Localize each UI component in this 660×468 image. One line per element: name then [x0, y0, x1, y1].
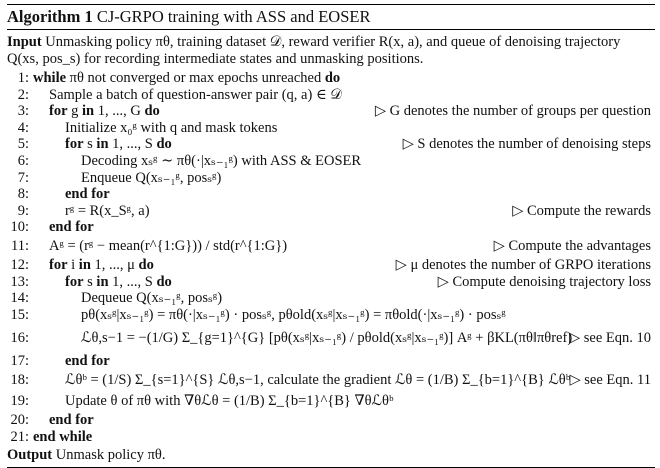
algorithm-title: CJ-GRPO training with ASS and EOSER [96, 7, 371, 26]
line-number: 5: [17, 136, 29, 153]
algorithm-line [7, 87, 655, 104]
line-code: ℒθᵇ = (1/S) Σ_{s=1}^{S} ℒθ,s−1, calculate the gradient ℒθ = (1/B) Σ_{b=1}^{B} ℒθᵇ [65, 371, 571, 388]
algorithm-line [7, 274, 655, 291]
output-statement [7, 445, 655, 464]
line-code: Initialize x₀ᵍ with q and mask tokens [65, 119, 278, 136]
line-number: 20: [10, 411, 29, 428]
algorithm-line [7, 370, 655, 391]
line-comment: ▷ Compute the rewards [512, 202, 651, 219]
line-number: 1: [17, 70, 29, 86]
algorithm-line [7, 70, 655, 87]
line-code: Update θ of πθ with ∇θℒθ = (1/B) Σ_{b=1}^{B} ∇θℒθᵇ [65, 392, 394, 409]
line-code: for i in 1, ..., μ do [49, 256, 154, 273]
line-code: Sample a batch of question-answer pair (q, a) ∈ 𝒟 [49, 86, 342, 103]
algorithm-line [7, 290, 655, 307]
line-comment: ▷ S denotes the number of denoising steps [402, 136, 651, 153]
line-number: 14: [10, 290, 29, 307]
output-keyword: Output [7, 447, 53, 464]
line-number: 12: [10, 256, 29, 273]
line-number: 2: [17, 86, 29, 103]
algorithm-line [7, 103, 655, 120]
input-keyword: Input [7, 34, 42, 50]
algorithm-line [7, 307, 655, 324]
line-code: end for [49, 219, 94, 236]
algorithm-line [7, 353, 655, 370]
algorithm-label: Algorithm 1 [7, 7, 93, 26]
line-code: end for [49, 411, 94, 428]
line-number: 9: [17, 202, 29, 219]
line-code: for s in 1, ..., S do [65, 136, 172, 153]
algorithm-line [7, 153, 655, 170]
line-code: for s in 1, ..., S do [65, 273, 172, 290]
line-code: rᵍ = R(x_Sᵍ, a) [65, 202, 150, 219]
algorithm-line [7, 219, 655, 236]
line-number: 8: [17, 186, 29, 203]
algorithm-line [7, 203, 655, 220]
line-comment: ▷ see Eqn. 11 [569, 371, 651, 388]
line-comment: ▷ μ denotes the number of GRPO iterations [395, 256, 651, 273]
line-number: 18: [10, 371, 29, 388]
line-comment: ▷ Compute denoising trajectory loss [437, 273, 651, 290]
line-code: end while [33, 428, 93, 445]
line-number: 13: [10, 273, 29, 290]
algorithm-line [7, 120, 655, 137]
line-code: for g in 1, ..., G do [49, 103, 160, 120]
algorithm-block [7, 4, 655, 468]
line-number: 4: [17, 119, 29, 136]
algorithm-line [7, 236, 655, 257]
line-code: Decoding xₛᵍ ∼ πθ(·|xₛ₋₁ᵍ) with ASS & EOSER [81, 152, 362, 169]
line-comment: ▷ Compute the advantages [493, 237, 651, 254]
algorithm-line [7, 412, 655, 429]
line-number: 21: [10, 428, 29, 445]
algorithm-body [7, 70, 655, 445]
algorithm-line [7, 429, 655, 446]
algorithm-line [7, 391, 655, 412]
line-number: 10: [10, 219, 29, 236]
line-code: end for [65, 353, 110, 370]
line-number: 3: [17, 103, 29, 120]
line-number: 15: [10, 306, 29, 323]
algorithm-line [7, 323, 655, 353]
line-comment: ▷ see Eqn. 10 [568, 330, 651, 347]
line-code: while πθ not converged or max epochs unreached do [33, 70, 341, 86]
line-number: 7: [17, 169, 29, 186]
algorithm-line [7, 257, 655, 274]
line-comment: ▷ G denotes the number of groups per question [374, 103, 651, 120]
line-code: Aᵍ = (rᵍ − mean(r^{1:G})) / std(r^{1:G}) [49, 237, 288, 254]
line-number: 17: [10, 353, 29, 370]
algorithm-line [7, 170, 655, 187]
line-code: pθ(xₛᵍ|xₛ₋₁ᵍ) = πθ(·|xₛ₋₁ᵍ) · posₛᵍ, pθold(xₛᵍ|xₛ₋₁ᵍ) = πθold(·|xₛ₋₁ᵍ) · posₛᵍ [81, 306, 506, 323]
line-number: 16: [10, 330, 29, 347]
algorithm-caption [7, 5, 655, 29]
input-text: Unmasking policy πθ, training dataset 𝒟, reward verifier R(x, a), and queue of denoising trajectory Q(xs, pos_s) for recording intermediate states and unmasking positions. [7, 34, 621, 67]
output-text: Unmask policy πθ. [55, 447, 166, 464]
input-statement [7, 30, 655, 70]
line-code: Enqueue Q(xₛ₋₁ᵍ, posₛᵍ) [81, 169, 222, 186]
line-number: 11: [11, 237, 29, 254]
line-code: Dequeue Q(xₛ₋₁ᵍ, posₛᵍ) [81, 290, 223, 307]
algorithm-line [7, 136, 655, 153]
line-number: 19: [10, 392, 29, 409]
line-code: end for [65, 186, 110, 203]
line-code: ℒθ,s−1 = −(1/G) Σ_{g=1}^{G} [pθ(xₛᵍ|xₛ₋₁ᵍ) / pθold(xₛᵍ|xₛ₋₁ᵍ)] Aᵍ + βKL(πθ‖πθref) [81, 330, 573, 347]
line-number: 6: [17, 152, 29, 169]
algorithm-line [7, 186, 655, 203]
